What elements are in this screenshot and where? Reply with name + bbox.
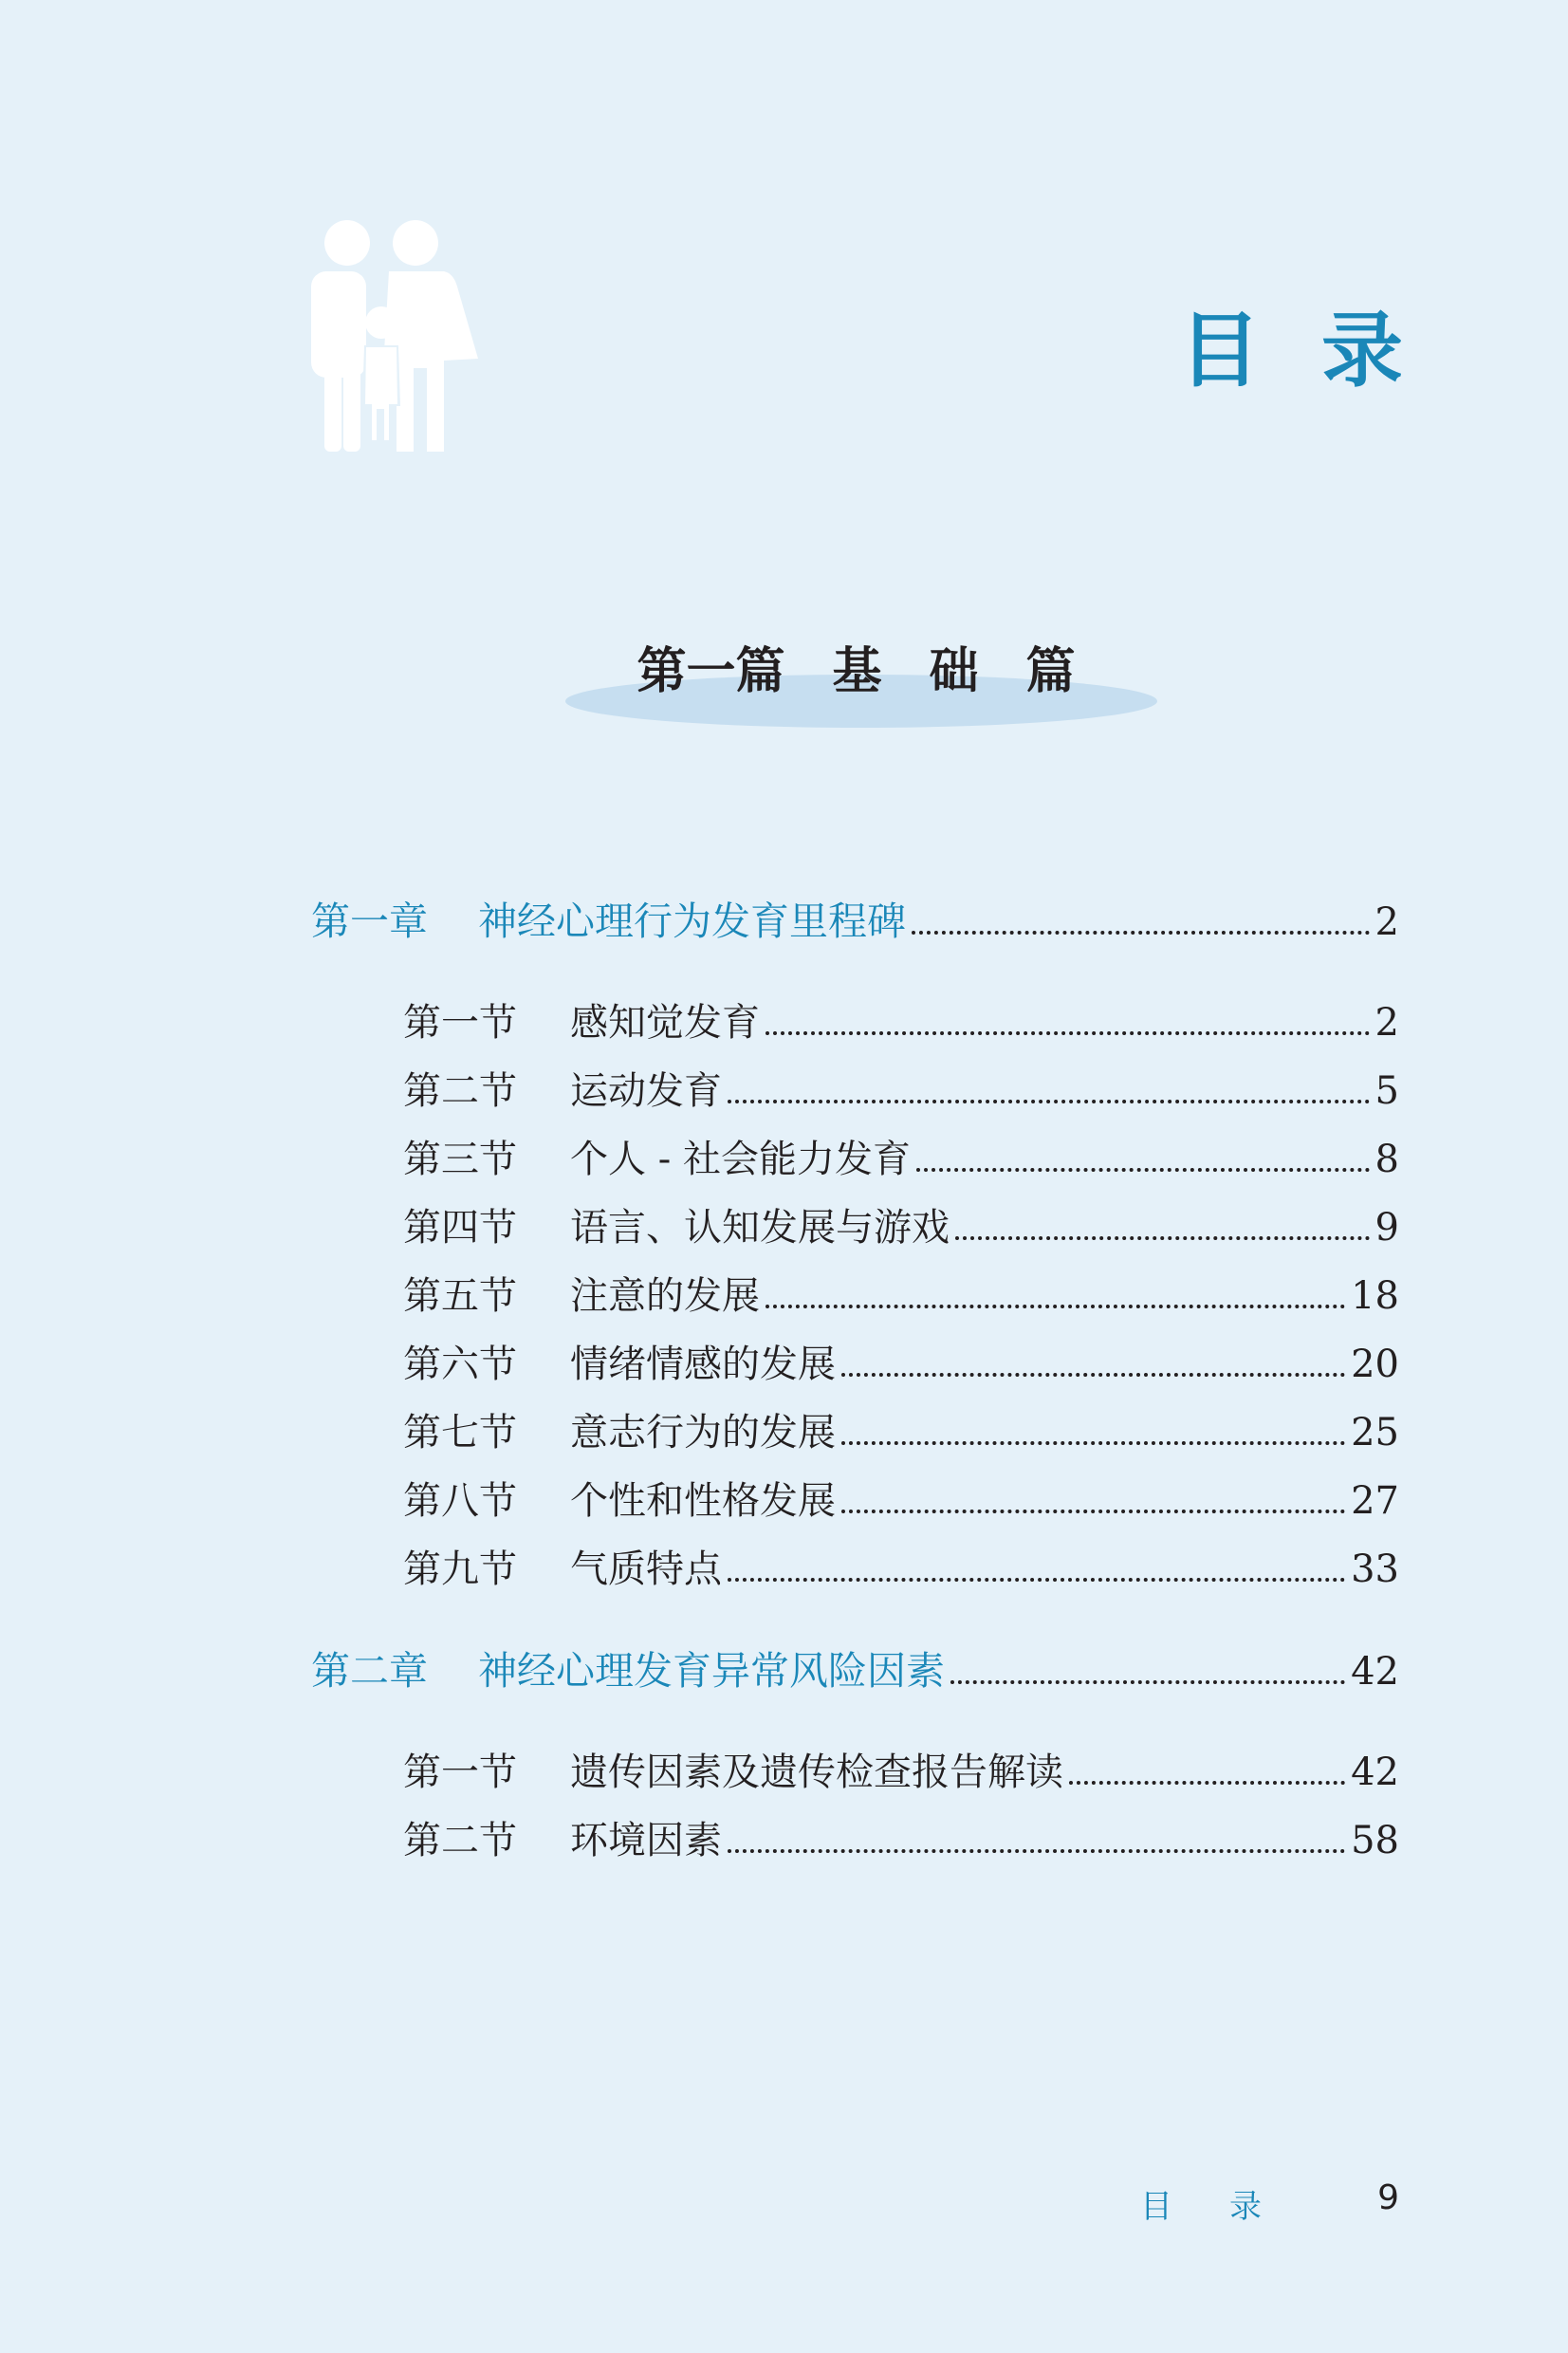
dot-leader (728, 1849, 1345, 1853)
toc-entry-number: 第四节 (403, 1206, 517, 1250)
toc-entry-title: 个性和性格发展 (570, 1479, 836, 1523)
toc-entry-number: 第七节 (403, 1411, 517, 1454)
dot-leader (766, 1305, 1345, 1308)
dot-leader (841, 1510, 1345, 1513)
toc-entry-page: 5 (1374, 1069, 1399, 1113)
toc-section-entry[interactable] (403, 1197, 1399, 1251)
toc-entry-title: 情绪情感的发展 (570, 1343, 836, 1386)
toc-entry-number: 第九节 (403, 1547, 517, 1591)
toc-entry-page: 2 (1374, 900, 1399, 944)
toc-section-entry[interactable] (403, 1129, 1399, 1183)
toc-entry-page: 27 (1351, 1479, 1399, 1523)
toc-entry-title: 环境因素 (570, 1819, 722, 1862)
dot-leader (841, 1373, 1345, 1377)
page-title: 目录 (1179, 304, 1464, 398)
toc-entry-page: 42 (1351, 1650, 1399, 1694)
toc-entry-page: 25 (1351, 1411, 1399, 1454)
part-title-number: 第一篇 (636, 643, 785, 700)
toc-entry-title: 意志行为的发展 (570, 1411, 836, 1454)
toc-entry-title: 遗传因素及遗传检查报告解读 (570, 1751, 1063, 1794)
part-title-char: 础 (929, 643, 979, 700)
toc-entry-number: 第三节 (403, 1138, 517, 1181)
toc-section-entry[interactable] (403, 1266, 1399, 1320)
toc-entry-page: 9 (1374, 1206, 1399, 1250)
toc-entry-title: 运动发育 (570, 1069, 722, 1113)
part-title-char: 篇 (1025, 643, 1076, 700)
toc-entry-number: 第五节 (403, 1274, 517, 1318)
toc-section-entry[interactable] (403, 1334, 1399, 1388)
part-title (0, 631, 1568, 702)
part-title-char: 基 (832, 643, 882, 700)
toc-entry-page: 2 (1374, 1001, 1399, 1045)
toc-entry-title: 个人 - 社会能力发育 (570, 1138, 911, 1181)
dot-leader (728, 1100, 1370, 1103)
running-footer-label: 目录 (1140, 2188, 1319, 2226)
toc-entry-title: 语言、认知发展与游戏 (570, 1206, 950, 1250)
toc-entry-page: 18 (1351, 1274, 1399, 1318)
family-icon (302, 216, 491, 454)
toc-entry-page: 42 (1351, 1751, 1399, 1794)
toc-section-entry[interactable] (403, 1742, 1399, 1796)
toc-entry-title: 神经心理发育异常风险因素 (478, 1648, 945, 1694)
toc-entry-title: 神经心理行为发育里程碑 (478, 899, 906, 944)
toc-entry-title: 感知觉发育 (570, 1001, 760, 1045)
toc-entry-number: 第一节 (403, 1001, 517, 1045)
toc-entry-number: 第一节 (403, 1751, 517, 1794)
toc-section-entry[interactable] (403, 992, 1399, 1047)
toc-entry-number: 第八节 (403, 1479, 517, 1523)
toc-entry-page: 20 (1351, 1343, 1399, 1386)
toc-entry-title: 气质特点 (570, 1547, 722, 1591)
toc-entry-page: 8 (1374, 1138, 1399, 1181)
dot-leader (766, 1031, 1370, 1035)
toc-section-entry[interactable] (403, 1810, 1399, 1864)
toc-section-entry[interactable] (403, 1539, 1399, 1593)
toc-chapter-entry[interactable] (311, 890, 1399, 946)
toc-entry-number: 第二节 (403, 1819, 517, 1862)
toc-entry-number: 第六节 (403, 1343, 517, 1386)
dot-leader (950, 1680, 1345, 1684)
toc-chapter-entry[interactable] (311, 1640, 1399, 1695)
dot-leader (912, 931, 1370, 935)
dot-leader (728, 1578, 1345, 1582)
toc-section-entry[interactable] (403, 1061, 1399, 1115)
dot-leader (841, 1441, 1345, 1445)
toc-entry-page: 33 (1351, 1547, 1399, 1591)
dot-leader (916, 1168, 1370, 1172)
toc-entry-title: 注意的发展 (570, 1274, 760, 1318)
toc-entry-number: 第二章 (311, 1648, 428, 1694)
toc-section-entry[interactable] (403, 1402, 1399, 1456)
dot-leader (955, 1236, 1370, 1240)
toc-entry-number: 第二节 (403, 1069, 517, 1113)
toc-entry-number: 第一章 (311, 899, 428, 944)
page-number: 9 (1377, 2178, 1399, 2217)
toc-section-entry[interactable] (403, 1471, 1399, 1525)
dot-leader (1069, 1781, 1345, 1785)
toc-entry-page: 58 (1351, 1819, 1399, 1862)
